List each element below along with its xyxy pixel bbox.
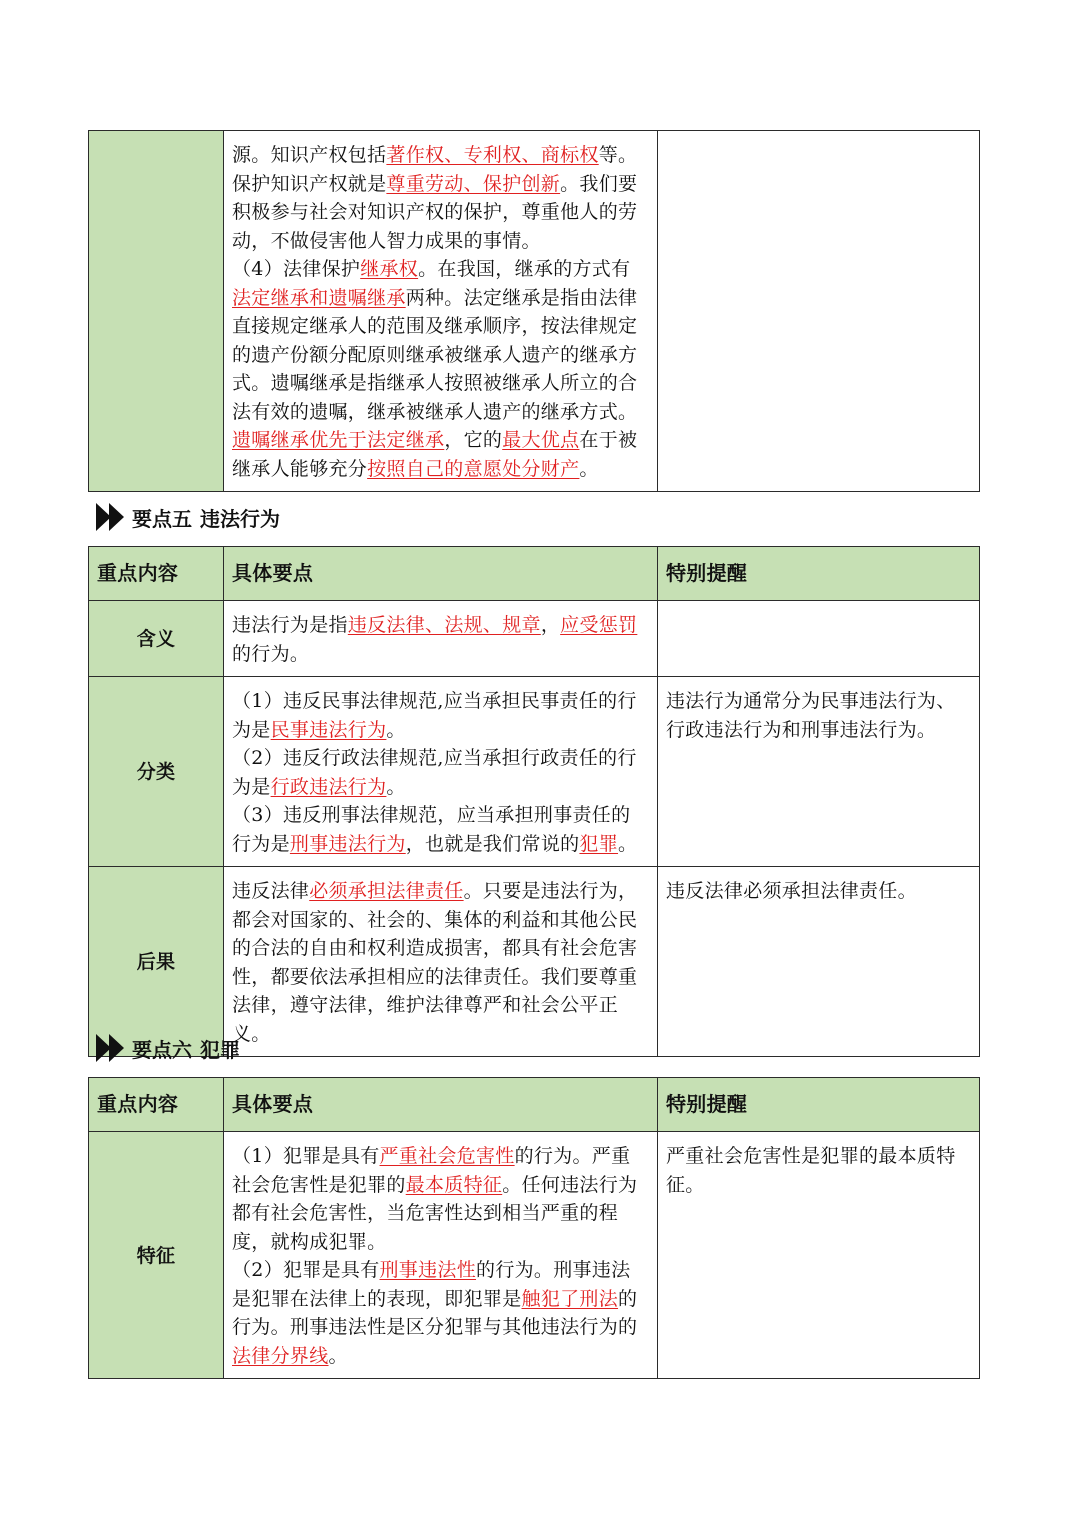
text-run: 源。知识产权包括: [232, 144, 387, 166]
key-term: 按照自己的意愿处分财产: [367, 457, 580, 480]
row-label-empty: [89, 131, 224, 492]
section6-title: 犯罪: [200, 1037, 240, 1062]
text-run: 违反法律: [232, 880, 310, 902]
key-term: 法律分界线: [232, 1344, 329, 1367]
text-run: 的行为。刑事违法性是区分犯罪与其他违法行为的: [232, 1287, 638, 1338]
key-term: 刑事违法性: [379, 1259, 477, 1281]
key-term: 民事违法行为: [270, 718, 387, 741]
text-run: （1）违反民事法律规范,应当承担民事责任的行为是: [232, 690, 637, 741]
header-reminder: 特别提醒: [658, 547, 980, 601]
meaning-content: [224, 601, 658, 677]
key-term: 触犯了刑法: [521, 1287, 619, 1310]
key-term: 最大优点: [502, 429, 580, 451]
key-term: 法定继承和遗嘱继承: [232, 286, 406, 309]
header-key-content: 重点内容: [89, 1078, 224, 1132]
key-term: 必须承担法律责任: [309, 880, 464, 902]
top-note-cell: [658, 131, 980, 492]
features-content: [224, 1132, 658, 1379]
text-run: 在于被继承人能够充分: [232, 429, 638, 480]
key-term: 著作权、专利权、商标权: [386, 144, 599, 166]
key-term: 尊重劳动、保护创新: [386, 172, 561, 195]
text-run: 。: [618, 832, 638, 855]
key-term: 最本质特征: [405, 1173, 503, 1196]
text-run: 。只要是违法行为，都会对国家的、社会的、集体的利益和其他公民的合法的自由和权利造成损害，都具有社会危害性，都要依法承担相应的法律责任。我们要尊重法律，遵守法律，维护法律尊严和社会公平正义。: [232, 880, 638, 1045]
section5-heading: [96, 500, 280, 534]
key-term: 严重社会危害性: [379, 1145, 515, 1167]
row-label-classification: 分类: [89, 677, 224, 867]
key-term: 行政违法行为: [270, 775, 387, 798]
key-term: 违反法律、法规、规章: [347, 614, 541, 636]
features-note: 严重社会危害性是犯罪的最本质特征。: [658, 1132, 980, 1379]
key-term: 遗嘱继承优先于法定继承: [232, 429, 445, 451]
text-run: （4）法律保护: [232, 258, 361, 280]
text-run: 。任何违法行为都有社会危害性，当危害性达到相当严重的程度，就构成犯罪。: [232, 1173, 638, 1253]
text-run: 。在我国，继承的方式有: [418, 258, 631, 280]
text-run: 的行为。严重社会危害性是犯罪的: [232, 1145, 631, 1196]
consequence-note: 违反法律必须承担法律责任。: [658, 867, 980, 1057]
text-run: 。: [386, 775, 406, 798]
text-run: 。: [579, 457, 599, 480]
double-arrow-icon: [96, 1034, 130, 1062]
classification-content: [224, 677, 658, 867]
key-term: 应受惩罚: [560, 614, 638, 636]
section5-title: 违法行为: [200, 506, 280, 531]
text-run: （2）犯罪是具有: [232, 1259, 380, 1281]
row-label-consequence: 后果: [89, 867, 224, 1057]
key-term: 继承权: [360, 258, 419, 280]
row-label-features: 特征: [89, 1132, 224, 1379]
section6-heading: [96, 1031, 240, 1065]
double-arrow-icon: [96, 503, 130, 531]
text-run: （3）违反刑事法律规范，应当承担刑事责任的行为是: [232, 804, 631, 855]
text-run: ，也就是我们常说的: [405, 832, 580, 855]
text-run: 。: [328, 1344, 348, 1367]
table-section6: [88, 1077, 980, 1379]
text-run: 的行为。刑事违法是犯罪在法律上的表现，即犯罪是: [232, 1259, 631, 1310]
text-run: 违法行为是指: [232, 614, 348, 636]
text-run: ，: [540, 614, 561, 636]
top-content-cell: [224, 131, 658, 492]
header-points: 具体要点: [224, 547, 658, 601]
table-top: [88, 130, 980, 492]
key-term: 犯罪: [579, 832, 619, 855]
text-run: （1）犯罪是具有: [232, 1145, 380, 1167]
text-run: 。我们要积极参与社会对知识产权的保护，尊重他人的劳动，不做侵害他人智力成果的事情。: [232, 172, 638, 252]
text-run: 两种。法定继承是指由法律直接规定继承人的范围及继承顺序，按法律规定的遗产份额分配原则继承被继承人遗产的继承方式。遗嘱继承是指继承人按照被继承人所立的合法有效的遗嘱，继承被继承人遗产的继承方式。: [232, 286, 638, 423]
header-key-content: 重点内容: [89, 547, 224, 601]
text-run: 。: [386, 718, 406, 741]
text-run: （2）违反行政法律规范,应当承担行政责任的行为是: [232, 747, 637, 798]
header-reminder: 特别提醒: [658, 1078, 980, 1132]
classification-note: 违法行为通常分为民事违法行为、行政违法行为和刑事违法行为。: [658, 677, 980, 867]
table-section5: [88, 546, 980, 1057]
text-run: 的行为。: [232, 642, 310, 665]
key-term: 刑事违法行为: [289, 832, 406, 855]
text-run: 等。保护知识产权就是: [232, 144, 638, 195]
section6-number: 要点六: [132, 1037, 192, 1062]
section5-number: 要点五: [132, 506, 192, 531]
consequence-content: [224, 867, 658, 1057]
row-label-meaning: 含义: [89, 601, 224, 677]
meaning-note: [658, 601, 980, 677]
text-run: ，它的: [444, 429, 503, 451]
header-points: 具体要点: [224, 1078, 658, 1132]
